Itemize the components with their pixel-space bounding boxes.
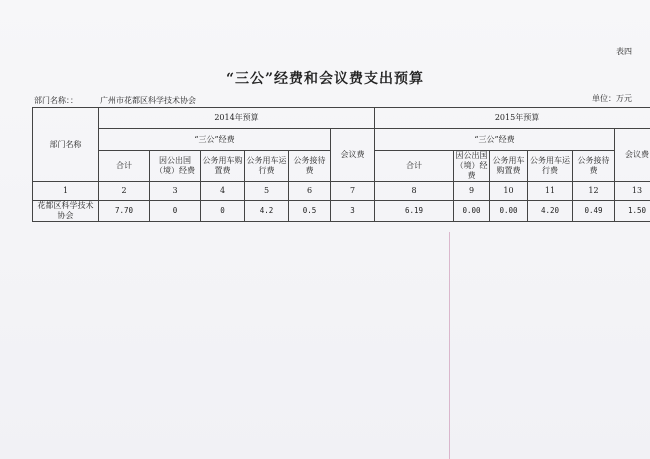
col-number: 13: [615, 182, 650, 201]
col-number: 3: [150, 182, 201, 201]
cell-2014-car-purchase: 0: [201, 201, 245, 222]
header-2015-meeting: 会议费: [615, 129, 650, 182]
header-2014-car-operation: 公务用车运行费: [245, 151, 289, 182]
header-2015-total: 合计: [375, 151, 454, 182]
header-2014-sangong: “三公”经费: [99, 129, 331, 151]
col-number: 9: [454, 182, 490, 201]
col-number: 1: [33, 182, 99, 201]
col-number: 7: [331, 182, 375, 201]
header-2015-car-purchase: 公务用车购置费: [490, 151, 528, 182]
table-row: [33, 201, 650, 222]
col-number: 8: [375, 182, 454, 201]
col-number: 10: [490, 182, 528, 201]
header-dept-name: 部门名称: [33, 108, 99, 182]
cell-2015-abroad: 0.00: [454, 201, 490, 222]
scan-margin-line: [449, 232, 450, 459]
header-2015-abroad: 因公出国（境）经费: [455, 151, 488, 180]
col-number: 2: [99, 182, 150, 201]
cell-2015-reception: 0.49: [573, 201, 615, 222]
header-2014-total: 合计: [99, 151, 150, 182]
header-2014-reception: 公务接待费: [289, 151, 331, 182]
col-number: 4: [201, 182, 245, 201]
dept-label: 部门名称：：: [34, 96, 78, 105]
cell-2014-total: 7.70: [99, 201, 150, 222]
col-number: 6: [289, 182, 331, 201]
cell-2014-reception: 0.5: [289, 201, 331, 222]
unit-label: 单位：万元: [592, 94, 632, 103]
col-number: 11: [528, 182, 573, 201]
page-title: “三公”经费和会议费支出预算: [225, 71, 425, 87]
header-2014-budget: 2014年预算: [99, 108, 375, 129]
budget-table: [32, 107, 650, 222]
header-2015-sangong: “三公”经费: [375, 129, 615, 151]
form-number: 表四: [616, 47, 632, 56]
col-number: 5: [245, 182, 289, 201]
cell-2014-meeting: 3: [331, 201, 375, 222]
cell-2015-total: 6.19: [375, 201, 454, 222]
header-2014-car-purchase: 公务用车购置费: [201, 151, 245, 182]
dept-value: 广州市花都区科学技术协会: [100, 96, 196, 105]
cell-2015-meeting: 1.50: [615, 201, 650, 222]
header-2015-car-operation: 公务用车运行费: [528, 151, 573, 182]
row-dept-name: 花都区科学技术协会: [33, 201, 99, 222]
header-2015-reception: 公务接待费: [573, 151, 615, 182]
col-number: 12: [573, 182, 615, 201]
cell-2015-car-operation: 4.20: [528, 201, 573, 222]
header-2014-meeting: 会议费: [331, 129, 375, 182]
cell-2014-car-operation: 4.2: [245, 201, 289, 222]
header-2015-budget: 2015年预算: [375, 108, 650, 129]
header-2014-abroad: 因公出国（境）经费: [150, 151, 201, 182]
cell-2014-abroad: 0: [150, 201, 201, 222]
cell-2015-car-purchase: 0.00: [490, 201, 528, 222]
